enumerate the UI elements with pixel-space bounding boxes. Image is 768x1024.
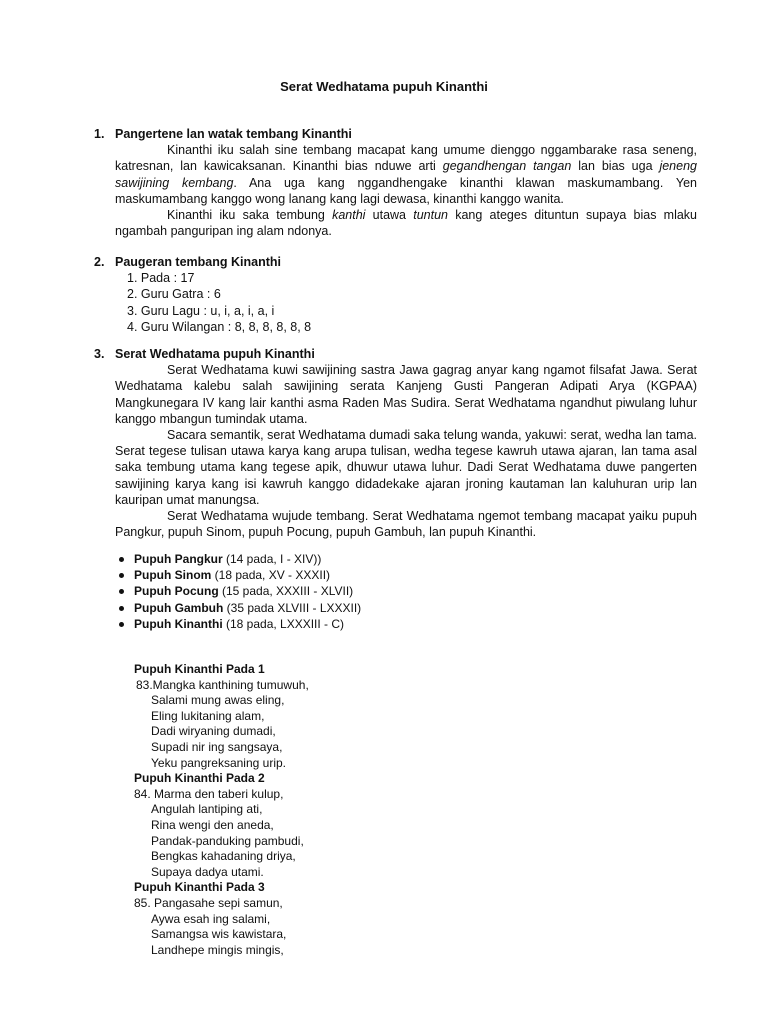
bullet-item xyxy=(117,600,361,616)
bullet-detail: (35 pada XLVIII - LXXXII) xyxy=(223,600,362,615)
stanza xyxy=(134,662,534,771)
bullet-dot-icon xyxy=(119,573,124,578)
stanza-line: Supaya dadya utami. xyxy=(151,864,264,879)
bullet-detail: (14 pada, I - XIV)) xyxy=(222,552,322,566)
stanza-line: Bengkas kahadaning driya, xyxy=(151,849,296,864)
bullet-detail: (15 pada, XXXIII - XLVII) xyxy=(218,584,354,599)
section-heading xyxy=(94,254,697,270)
section-number: 2. xyxy=(94,255,105,269)
stanza-line: Pandak-panduking pambudi, xyxy=(151,833,304,848)
italic-term: tuntun xyxy=(413,208,448,223)
section-heading xyxy=(94,126,697,142)
text-run: utawa xyxy=(365,208,414,223)
bullet-detail: (18 pada, LXXXIII - C) xyxy=(222,616,345,631)
section-body xyxy=(115,362,697,540)
stanza-line: 85. Pangasahe sepi samun, xyxy=(134,895,283,910)
paragraph: Serat Wedhatama kuwi sawijining sastra Jawa gagrag anyar kang ngamot filsafat Jawa. Serat Wedhatama kalebu salah sawijining serata Kanjeng Gusti Pangeran Adipati Arya (KGPAA) Mangkunegara IV kang lair kanthi asma Raden Mas Sudira. Serat Wedhatama ngandhut piwulang luhur kanggo mbangun tumindak utama. xyxy=(115,363,697,426)
pupuh-bullet-list xyxy=(117,551,361,632)
stanza-heading: Pupuh Kinanthi Pada 1 xyxy=(134,662,265,676)
paragraph xyxy=(115,142,697,207)
text-run: lan bias uga xyxy=(571,159,660,174)
paragraph: Serat Wedhatama wujude tembang. Serat Wedhatama ngemot tembang macapat yaiku pupuh Pangkur, pupuh Sinom, pupuh Pocung, pupuh Gambuh, lan pupuh Kinanthi. xyxy=(115,509,697,540)
text-run: . Ana uga kang nggandhengake kinanthi klawan maskumambang. Yen maskumambang kanggo wong lanang kang lagi dewasa, kinanthi kanggo wanita. xyxy=(115,175,697,206)
rules-list xyxy=(127,270,697,335)
list-item: 4. Guru Wilangan : 8, 8, 8, 8, 8, 8 xyxy=(127,319,312,334)
pupuh-stanzas xyxy=(134,662,534,958)
bullet-item xyxy=(117,551,361,567)
italic-term: gegandhengan tangan xyxy=(442,159,572,174)
bullet-name: Pupuh Sinom xyxy=(134,568,212,583)
document-title: Serat Wedhatama pupuh Kinanthi xyxy=(280,79,488,94)
stanza-heading: Pupuh Kinanthi Pada 3 xyxy=(134,880,265,895)
stanza-line: 83.Mangka kanthining tumuwuh, xyxy=(136,677,309,692)
stanza-line: Supadi nir ing sangsaya, xyxy=(151,739,283,754)
text-run: Kinanthi iku salah sine tembang macapat kang umume dienggo nggambarake rasa seneng, katresnan, lan kawicaksanan. Kinanthi bias nduwe arti xyxy=(115,143,697,174)
bullet-item xyxy=(117,583,361,599)
stanza-line: Eling lukitaning alam, xyxy=(151,708,265,723)
section-heading xyxy=(94,346,697,362)
text-run: kang ateges dituntun supaya bias mlaku ngambah panguripan ing alam ndonya. xyxy=(115,208,697,239)
bullet-name: Pupuh Gambuh xyxy=(134,600,224,615)
section-pangertene xyxy=(94,126,697,239)
bullet-name: Pupuh Pangkur xyxy=(134,552,223,566)
list-item: 2. Guru Gatra : 6 xyxy=(127,287,221,302)
stanza xyxy=(134,880,534,958)
stanza xyxy=(134,771,534,880)
stanza-line: Salami mung awas eling, xyxy=(151,693,285,708)
stanza-line: Samangsa wis kawistara, xyxy=(151,927,287,942)
stanza-line: Rina wengi den aneda, xyxy=(151,817,274,832)
list-item: 1. Pada : 17 xyxy=(127,271,195,286)
stanza-line: Landhepe mingis mingis, xyxy=(151,942,284,957)
bullet-detail: (18 pada, XV - XXXII) xyxy=(211,568,331,583)
italic-term: kanthi xyxy=(332,208,366,223)
section-number: 1. xyxy=(94,127,105,141)
section-title: Paugeran tembang Kinanthi xyxy=(115,255,281,269)
bullet-name: Pupuh Pocung xyxy=(134,584,219,599)
bullet-dot-icon xyxy=(119,589,124,594)
stanza-line: Yeku pangreksaning urip. xyxy=(151,755,286,770)
list-item: 3. Guru Lagu : u, i, a, i, a, i xyxy=(127,303,275,318)
stanza-line: Aywa esah ing salami, xyxy=(151,911,271,926)
section-title: Serat Wedhatama pupuh Kinanthi xyxy=(115,347,315,361)
bullet-dot-icon xyxy=(119,557,124,562)
section-title: Pangertene lan watak tembang Kinanthi xyxy=(115,127,352,141)
section-paugeran xyxy=(94,254,697,335)
bullet-item xyxy=(117,616,361,632)
bullet-name: Pupuh Kinanthi xyxy=(134,616,223,631)
section-number: 3. xyxy=(94,347,105,361)
bullet-dot-icon xyxy=(119,606,124,611)
stanza-line: Angulah lantiping ati, xyxy=(151,802,263,817)
section-serat-wedhatama xyxy=(94,346,697,540)
bullet-item xyxy=(117,567,361,583)
bullet-dot-icon xyxy=(119,622,124,627)
stanza-line: 84. Marma den taberi kulup, xyxy=(134,786,284,801)
stanza-line: Dadi wiryaning dumadi, xyxy=(151,724,276,739)
paragraph xyxy=(115,207,697,239)
italic-term: jeneng sawijining kembang xyxy=(115,159,697,190)
stanza-heading: Pupuh Kinanthi Pada 2 xyxy=(134,771,265,786)
paragraph: Sacara semantik, serat Wedhatama dumadi saka telung wanda, yakuwi: serat, wedha lan tama. Serat tegese tulisan utawa karya kang arupa tulisan, wedha tegese kawruh utawa ajaran, lan tama asal saka tembung utama kang tegese apik, dhuwur utawa luhur. Dadi Serat Wedhatama duwe pangerten sawijining karya kang isi kawruh kanggo didadekake ajaran jroning kautaman lan kaluhuran urip lan kauripan umat manungsa. xyxy=(115,428,697,507)
text-run: Kinanthi iku saka tembung xyxy=(167,208,333,223)
section-body xyxy=(115,142,697,239)
